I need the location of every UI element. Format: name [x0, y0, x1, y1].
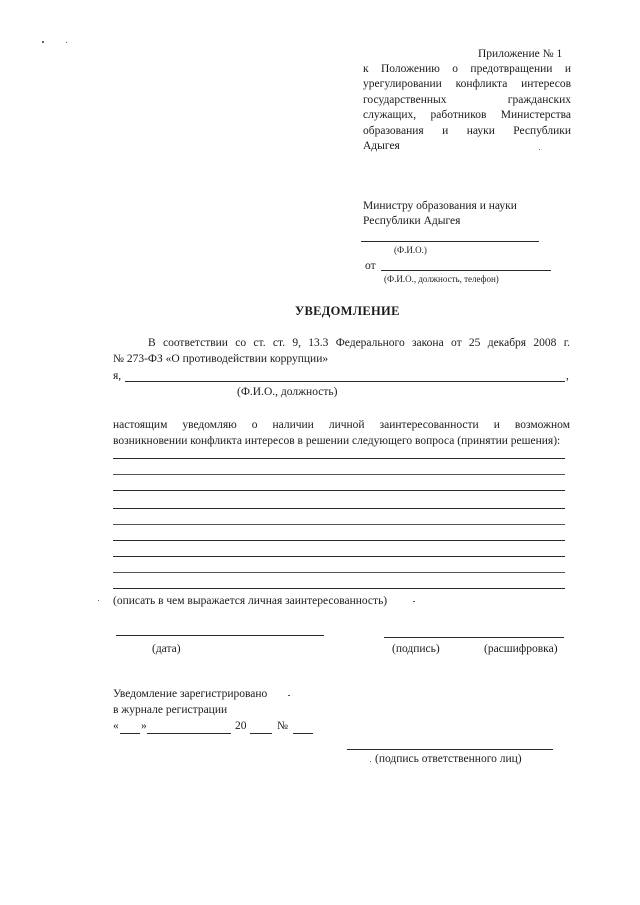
description-line[interactable] — [113, 490, 565, 491]
scan-speck — [413, 601, 415, 602]
description-line[interactable] — [113, 572, 565, 573]
from-field[interactable] — [381, 270, 551, 271]
decode-hint: (расшифровка) — [484, 643, 558, 655]
description-line[interactable] — [113, 508, 565, 509]
from-label: от — [365, 260, 376, 272]
addressee-fio-field[interactable] — [361, 241, 539, 242]
addressee-line-2: Республики Адыгея — [363, 215, 461, 227]
description-line[interactable] — [113, 588, 565, 589]
document-title: УВЕДОМЛЕНИЕ — [295, 304, 400, 318]
addressee-fio-hint: (Ф.И.О.) — [394, 245, 427, 255]
date-hint: (дата) — [152, 643, 181, 655]
ya-fio-field[interactable] — [125, 381, 565, 382]
quote-open: « — [113, 720, 119, 732]
registration-line-1: Уведомление зарегистрировано — [113, 688, 268, 700]
description-line[interactable] — [113, 458, 565, 459]
from-hint: (Ф.И.О., должность, телефон) — [384, 274, 499, 284]
date-field[interactable] — [116, 635, 324, 636]
description-line[interactable] — [113, 524, 565, 525]
law-reference-line-1: В соответствии со ст. ст. 9, 13.3 Федерального закона от 25 декабря 2008 г. — [148, 337, 570, 349]
appendix-line-6: Адыгея — [363, 140, 400, 152]
description-line[interactable] — [113, 540, 565, 541]
scan-speck — [370, 761, 371, 762]
appendix-line-3: государственных гражданских — [363, 94, 571, 106]
responsible-signature-field[interactable] — [347, 749, 553, 750]
ya-hint: (Ф.И.О., должность) — [237, 386, 338, 398]
scan-speck — [98, 600, 99, 601]
appendix-line-2: урегулировании конфликта интересов — [363, 78, 571, 90]
number-field[interactable] — [293, 733, 313, 734]
scan-speck — [66, 42, 67, 43]
day-field[interactable] — [120, 733, 140, 734]
description-line[interactable] — [113, 474, 565, 475]
appendix-line-1: к Положению о предотвращении и — [363, 63, 571, 75]
month-field[interactable] — [147, 733, 231, 734]
scan-speck — [288, 695, 290, 696]
signature-field[interactable] — [384, 637, 564, 638]
year-prefix: 20 — [235, 720, 247, 732]
addressee-line-1: Министру образования и науки — [363, 200, 517, 212]
ya-label: я, — [113, 370, 122, 382]
notice-line-1: настоящим уведомляю о наличии личной заинтересованности и возможном — [113, 419, 570, 431]
describe-hint: (описать в чем выражается личная заинтересованность) — [113, 595, 388, 607]
year-field[interactable] — [250, 733, 272, 734]
appendix-label: Приложение № 1 — [478, 48, 563, 60]
number-label: № — [277, 720, 288, 732]
responsible-hint: (подпись ответственного лиц) — [375, 753, 522, 765]
quote-close: » — [141, 720, 147, 732]
appendix-line-4: служащих, работников Министерства — [363, 109, 571, 121]
description-line[interactable] — [113, 556, 565, 557]
notice-line-2: возникновении конфликта интересов в решении следующего вопроса (принятии решения): — [113, 435, 561, 447]
law-reference-line-2: № 273-ФЗ «О противодействии коррупции» — [113, 353, 329, 365]
ya-comma: , — [566, 370, 569, 382]
scan-speck — [539, 149, 540, 150]
appendix-line-5: образования и науки Республики — [363, 125, 571, 137]
sign-hint: (подпись) — [392, 643, 440, 655]
registration-line-2: в журнале регистрации — [113, 704, 228, 716]
scan-speck — [42, 41, 44, 43]
